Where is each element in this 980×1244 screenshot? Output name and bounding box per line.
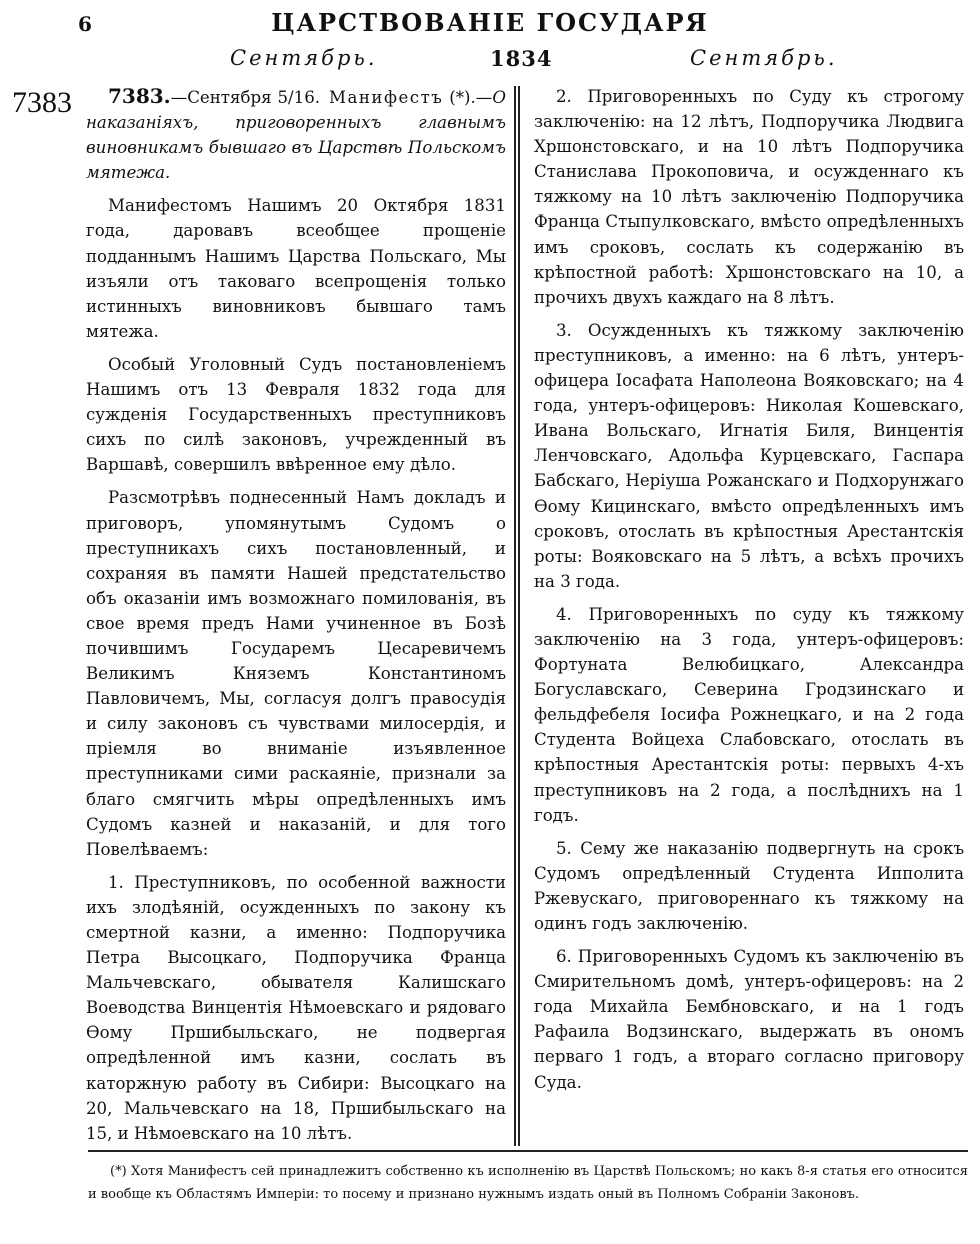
law-date-fraction: 5/16 (277, 88, 315, 107)
footnote-divider (88, 1150, 968, 1152)
law-number: 7383. (108, 84, 171, 108)
paragraph: 2. Приговоренныхъ по Суду къ строгому заключенію: на 12 лѣтъ, Подпоручика Людвига Хршонстовскаго, и на 10 лѣтъ Подпоручика Станислава Прокоповича, и осужденнаго къ тяжкому на 10 лѣтъ заключенію Подпоручика Франца Стыпулковскаго, вмѣсто опредѣленныхъ имъ сроковъ, сослать къ содержанію въ крѣпостной работѣ: Хршонстовскаго на 10, а прочихъ двухъ каждаго на 8 лѣтъ. (534, 87, 964, 307)
date-subheader (0, 46, 980, 76)
footnote-mark: (*) (449, 88, 471, 107)
right-column (534, 84, 964, 1103)
paragraph: Разсмотрѣвъ поднесенный Намъ докладъ и приговоръ, упомянутымъ Судомъ о преступникахъ сихъ постановленный, и сохраняя въ памяти Нашей предстательство объ оказаніи имъ возможнаго помилованія, въ свое время предъ Нами учиненное въ Бозѣ почившимъ Государемъ Цесаревичемъ Великимъ Княземъ Константиномъ Павловичемъ, Мы, согласуя долгъ правосудія и силу законовъ съ чувствами милосердія, и пріемля во вниманіе изъявленное преступниками сими раскаяніе, признали за благо смягчить мѣры опредѣленныхъ имъ Судомъ казней и наказаній, и для того Повелѣваемъ: (86, 488, 506, 859)
paragraph: 5. Сему же наказанію подвергнуть на срокъ Судомъ опредѣленный Студента Ипполита Ржевускаго, приговореннаго къ тяжкому на одинъ годъ заключенію. (534, 838, 964, 933)
column-divider (514, 86, 520, 1146)
year: 1834 (490, 46, 553, 71)
month-left: Сентябрь. (230, 46, 378, 70)
law-heading (86, 84, 506, 185)
footnote: (*) Хотя Манифестъ сей принадлежитъ собственно къ исполненію въ Царствѣ Польскомъ; но какъ 8-я статья его относится и вообще къ Областямъ Имперіи: то посему и признано нужнымъ издать оный въ Полномъ Собраніи Законовъ. (88, 1164, 968, 1202)
margin-law-number: 7383 (12, 86, 72, 119)
page-number: 6 (78, 12, 92, 36)
paragraph: 3. Осужденныхъ къ тяжкому заключенію преступниковъ, а именно: на 6 лѣтъ, унтеръ-офицера Іосафата Наполеона Вояковскаго; на 4 года, унтеръ-офицеровъ: Николая Кошевскаго, Ивана Вольскаго, Игнатія Биля, Винцентія Ленчовскаго, Адольфа Курцевскаго, Гаспара Бабскаго, Неріуша Рожанскаго и Подхорунжаго Ѳому Кицинскаго, вмѣсто опредѣленныхъ имъ сроковъ, отослать въ крѣпостныя Арестантскія роты: Вояковскаго на 5 лѣтъ, а всѣхъ прочихъ на 3 года. (534, 320, 964, 591)
law-type: . Манифестъ (314, 88, 444, 107)
page-header (0, 6, 980, 38)
law-title: .—О наказаніяхъ, приговоренныхъ главнымъ виновникамъ бывшаго въ Царствѣ Польскомъ мятежа. (86, 88, 506, 183)
paragraph: 1. Преступниковъ, по особенной важности ихъ злодѣяній, осужденныхъ по закону къ смертной казни, а именно: Подпоручика Петра Высоцкаго, Подпоручика Франца Мальчевскаго, обывателя Калишскаго Воеводства Винцентія Нѣмоевскаго и рядоваго Ѳому Пршибыльскаго, не подвергая опредѣленной имъ казни, сослать въ каторжную работу въ Сибири: Высоцкаго на 20, Мальчевскаго на 18, Пршибыльскаго на 15, и Нѣмоевскаго на 10 лѣтъ. (86, 872, 506, 1143)
paragraph: 6. Приговоренныхъ Судомъ къ заключенію въ Смирительномъ домѣ, унтеръ-офицеровъ: на 2 года Михайла Бембновскаго, и на 1 годъ Рафаила Водзинскаго, выдержать въ ономъ перваго 1 годъ, а втораго согласно приговору Суда. (534, 947, 964, 1092)
law-date-prefix: —Сентября (170, 88, 272, 107)
paragraph: 4. Приговоренныхъ по суду къ тяжкому заключенію на 3 года, унтеръ-офицеровъ: Фортуната Велюбицкаго, Александра Богуславскаго, Северина Гродзинскаго и фельдфебеля Іосифа Рожнецкаго, и на 2 года Студента Войцеха Слабовскаго, отослать въ крѣпостныя Арестантскія роты: первыхъ 4-хъ преступниковъ на 2 года, а послѣднихъ на 1 годъ. (534, 604, 964, 825)
running-title: ЦАРСТВОВАНІЕ ГОСУДАРЯ (271, 8, 709, 37)
left-column (86, 84, 506, 1154)
month-right: Сентябрь. (690, 46, 838, 70)
paragraph: Манифестомъ Нашимъ 20 Октября 1831 года, даровавъ всеобщее прощеніе подданнымъ Нашимъ Царства Польскаго, Мы изъяли отъ таковаго всепрощенія только истинныхъ виновниковъ бывшаго тамъ мятежа. (86, 196, 506, 341)
paragraph: Особый Уголовный Судъ постановленіемъ Нашимъ отъ 13 Февраля 1832 года для сужденія Государственныхъ преступниковъ сихъ по силѣ законовъ, учрежденный въ Варшавѣ, совершилъ ввѣренное ему дѣло. (86, 354, 506, 475)
